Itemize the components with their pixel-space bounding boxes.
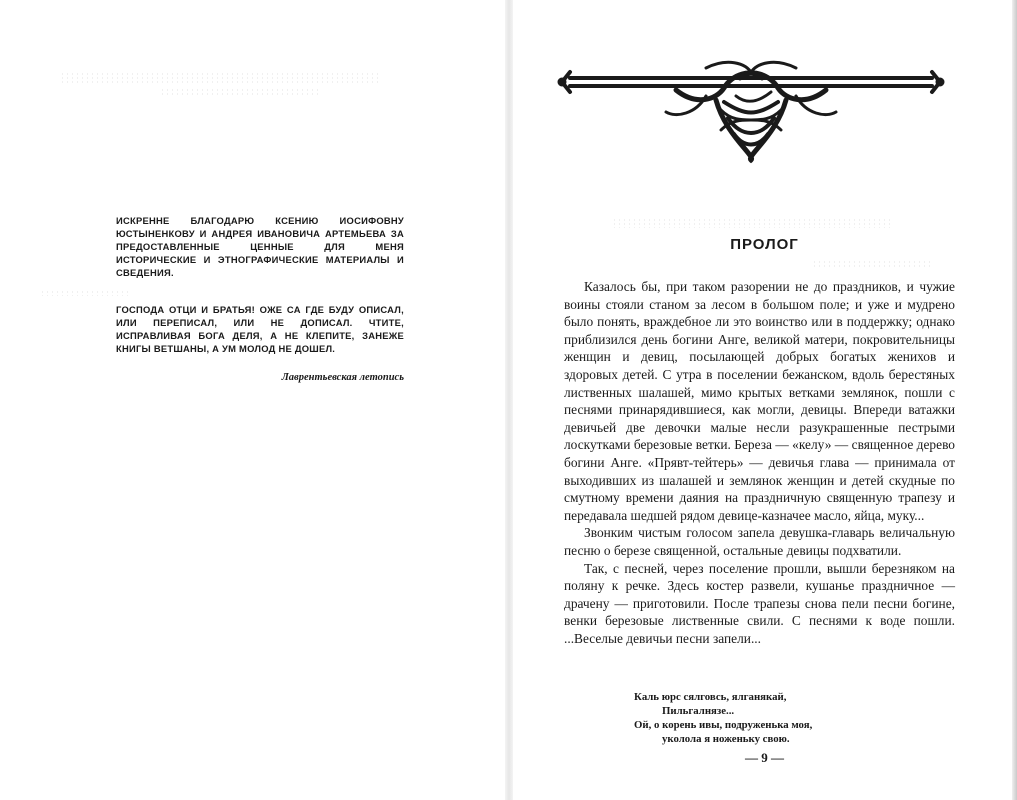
- page-number: — 9 —: [745, 750, 784, 765]
- verse-line: Пильгалнязе...: [662, 705, 735, 717]
- print-bleed-speckle: [612, 218, 892, 228]
- paragraph: Казалось бы, при таком разорении не до праздников, и чужие воины стояли станом за лесом в большом поле; и уже и мудрено было понять, враждебное ли это воинство или в поддержку; однако приблизился день богини Анге, великой матери, покровительницы женщин и девиц, посылающей добрых богатых женихов и здоровых детей. С утра в поселении бежанском, вдоль берестяных лиственных шалашей, мимо крытых ветками землянок, пошли с песнями принарядившиеся, как могли, девицы. Впереди ватажки девичьей две девочки малые несли разукрашенные пестрыми лоскутками березовые ветки. Береза — «келу» — священное дерево богини Анге. «Прявт-тейтерь» — девичья глава — принимала от выходивших из шалашей и землянок женщин и детей скудные по смутному времени даяния на праздничную священную трапезу и передавала шедшей рядом девице-казначее масло, яйца, муку...: [564, 279, 955, 523]
- epigraph-source: Лаврентьевская летопись: [281, 372, 404, 383]
- epigraph-text: ГОСПОДА ОТЦИ И БРАТЬЯ! ОЖЕ СА ГДЕ БУДУ ОПИСАЛ, ИЛИ ПЕРЕПИСАЛ, ИЛИ НЕ ДОПИСАЛ. ЧТИТЕ, ИСПРАВЛИВАЯ БОГА ДЕЛЯ, А НЕ КЛЕПИТЕ, ЗАНЕЖЕ КНИГЫ ВЕТШАНЫ, А УМ МОЛОД НЕ ДОШЕЛ.: [116, 304, 404, 354]
- verse-line: Ой, о корень ивы, подруженька моя,: [634, 719, 813, 731]
- print-bleed-speckle: [40, 290, 130, 296]
- body-text: [564, 278, 955, 647]
- dedication-text: ИСКРЕННЕ БЛАГОДАРЮ КСЕНИЮ ИОСИФОВНУ ЮСТЫНЕНКОВУ И АНДРЕЯ ИВАНОВИЧА АРТЕМЬЕВА ЗА ПРЕДОСТАВЛЕННЫЕ ЦЕННЫЕ ДЛЯ МЕНЯ ИСТОРИЧЕСКИЕ И ЭТНОГРАФИЧЕСКИЕ МАТЕРИАЛЫ И СВЕДЕНИЯ.: [116, 215, 404, 278]
- left-page: [0, 0, 505, 800]
- print-bleed-speckle: [60, 72, 380, 84]
- paragraph: Так, с песней, через поселение прошли, вышли березняком на поляну к речке. Здесь костер развели, кушанье праздничное — драчену — приготовили. После трапезы снова пели песни богине, венки березовые лиственные свили. С песнями к воде пошли. ...Веселые девичьи песни запели...: [564, 560, 955, 646]
- verse-line: Кaль юрс сялговсь, ялганякай,: [634, 691, 787, 703]
- celtic-knot-ornament: [556, 56, 946, 164]
- song-verse: [634, 690, 934, 746]
- print-bleed-speckle: [812, 260, 932, 268]
- print-bleed-speckle: [160, 88, 320, 96]
- chapter-title: ПРОЛОГ: [730, 236, 799, 253]
- paragraph: Звонким чистым голосом запела девушка-главарь величальную песню о березе священной, остальные девицы подхватили.: [564, 525, 955, 558]
- verse-line: уколола я ноженьку свою.: [662, 733, 790, 745]
- right-page: [512, 0, 1017, 800]
- page-edge: [1012, 0, 1017, 800]
